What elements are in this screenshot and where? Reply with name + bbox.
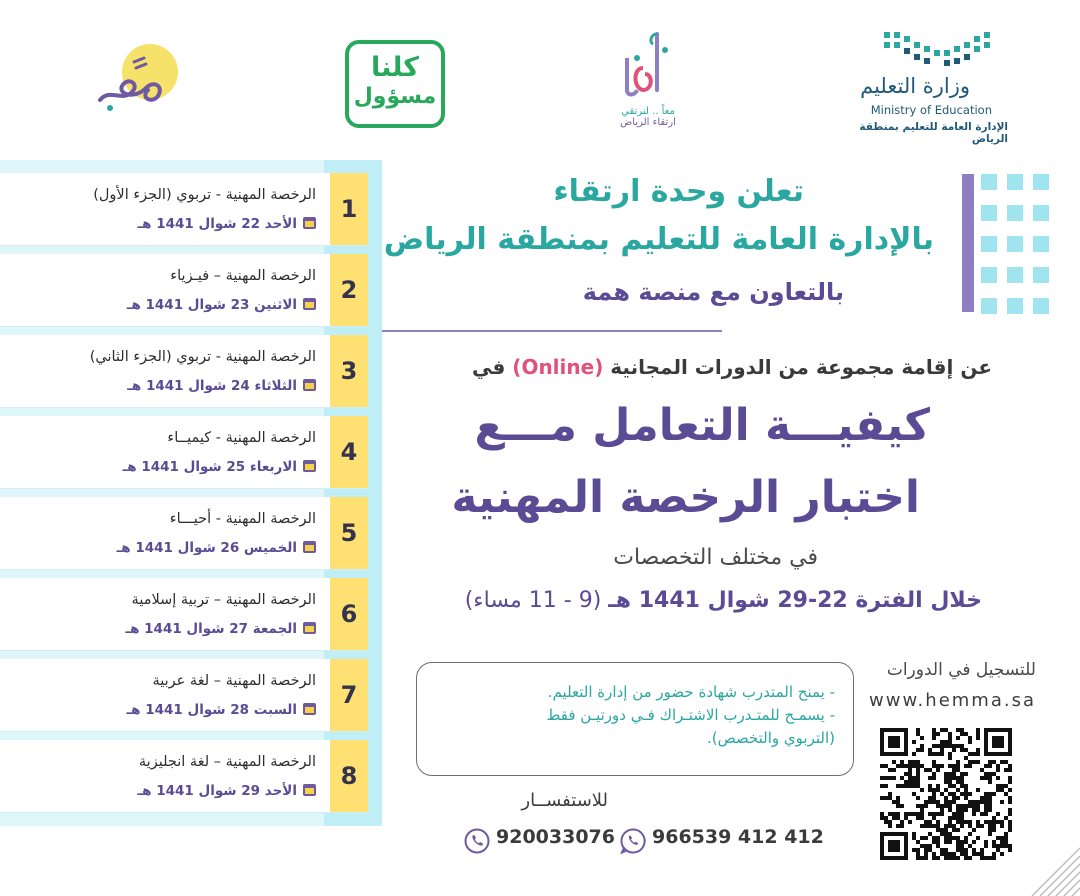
main-title-line1: كيفيـــة التعامل مـــع [474,400,930,451]
decorative-square [1007,205,1023,221]
whatsapp-icon [620,828,646,854]
note-2: - يسمـح للمتـدرب الاشتـراك فـي دورتيـن فقط [546,706,835,724]
course-title: الرخصة المهنية – تربية إسلامية [131,592,316,608]
course-title: الرخصة المهنية – فيـزياء [170,268,316,284]
calendar-icon [303,784,316,796]
course-number: 8 [330,740,368,812]
calendar-icon [303,460,316,472]
decorative-square [981,267,997,283]
decorative-square [1033,298,1049,314]
qr-code[interactable] [880,728,1012,860]
course-number: 3 [330,335,368,407]
decorative-square [981,205,997,221]
moe-region: الإدارة العامة للتعليم بمنطقة الرياض [859,121,1008,145]
phone-icon [464,828,490,854]
course-number: 1 [330,173,368,245]
hemma-logo [88,42,183,122]
main-title-line2: اختبار الرخصة المهنية [451,472,920,523]
course-item [0,254,368,326]
accent-bar [962,174,974,312]
specialties-text: في مختلف التخصصات [613,545,818,570]
course-number: 6 [330,578,368,650]
course-date: الاربعاء 25 شوال 1441 هـ [122,459,297,475]
note-1: - يمنح المتدرب شهادة حضور من إدارة التعليم. [547,683,835,701]
kulluna-masool-logo [345,40,445,128]
course-title: الرخصة المهنية - تربوي (الجزء الأول) [93,187,316,203]
moe-name-ar: وزارة التعليم [860,74,970,98]
moe-name-en: Ministry of Education [870,103,992,117]
irtiqa-logo [598,28,698,140]
intro-text [472,355,992,379]
course-date: الجمعة 27 شوال 1441 هـ [125,621,297,637]
course-title: الرخصة المهنية – لغة انجليزية [138,754,316,770]
course-item [0,173,368,245]
course-item [0,416,368,488]
course-date: الثلاثاء 24 شوال 1441 هـ [127,378,297,394]
decorative-square [1007,267,1023,283]
course-date-row [117,540,316,556]
course-item [0,659,368,731]
decorative-square-grid [981,174,1061,314]
phone-number-2[interactable]: 966539 412 412 [652,826,824,848]
kulluna-line2: مسؤول [353,84,437,109]
contact-label: للاستفســار [521,790,608,811]
course-item [0,740,368,812]
course-date-row [138,783,316,799]
decorative-square [1033,267,1049,283]
registration-url[interactable]: www.hemma.sa [869,690,1036,711]
decorative-square [981,236,997,252]
course-number: 4 [330,416,368,488]
decorative-square [981,298,997,314]
course-item [0,335,368,407]
kulluna-line1: كلنا [371,52,419,83]
decorative-square [1033,205,1049,221]
calendar-icon [303,217,316,229]
phone-number-1[interactable]: 920033076 [496,826,615,848]
irtiqa-sub: ارتقاء الرياض [620,117,676,128]
irtiqa-emblem [613,28,683,106]
course-date: الأحد 29 شوال 1441 هـ [137,783,297,799]
course-date-row [127,378,316,394]
moe-logo [820,22,1030,145]
notes-box [416,662,854,776]
course-date-row [127,297,316,313]
course-date: الاثنين 23 شوال 1441 هـ [126,297,297,313]
decorative-square [1007,298,1023,314]
calendar-icon [303,298,316,310]
decorative-square [1033,174,1049,190]
course-title: الرخصة المهنية - أحيـــاء [169,511,316,527]
course-date: السبت 28 شوال 1441 هـ [126,702,297,718]
calendar-icon [303,622,316,634]
decorative-square [981,174,997,190]
course-title: الرخصة المهنية - كيميــاء [167,430,316,446]
announcement-line3: بالتعاون مع منصة همة [582,278,844,306]
section-divider [382,330,722,332]
announcement-line1: تعلن وحدة ارتقاء [553,174,804,209]
course-date-row [138,216,316,232]
course-date: الأحد 22 شوال 1441 هـ [137,216,297,232]
moe-dots-emblem [880,28,1000,68]
course-number: 7 [330,659,368,731]
course-number: 2 [330,254,368,326]
calendar-icon [303,379,316,391]
note-3: (التربوي والتخصص). [706,729,835,747]
period-dates: خلال الفترة 22-29 شوال 1441 هـ [608,588,982,613]
decorative-square [1007,236,1023,252]
course-item [0,497,368,569]
announcement-line2: بالإدارة العامة للتعليم بمنطقة الرياض [383,222,934,257]
registration-label: للتسجيل في الدورات [886,660,1036,680]
intro-before: عن إقامة مجموعة من الدورات المجانية [603,355,992,379]
calendar-icon [303,541,316,553]
course-number: 5 [330,497,368,569]
course-date-row [123,459,316,475]
decorative-hatch [1030,836,1080,896]
calendar-icon [303,703,316,715]
decorative-square [1007,174,1023,190]
decorative-square [1033,236,1049,252]
irtiqa-tagline: معاً .. لنرتقي [621,106,675,117]
online-label: (Online) [512,355,604,379]
course-date-row [125,621,316,637]
course-date: الخميس 26 شوال 1441 هـ [116,540,297,556]
course-title: الرخصة المهنية – لغة عربية [152,673,316,689]
period-text [465,588,982,613]
course-date-row [127,702,316,718]
period-time: (9 - 11 مساء) [464,588,609,613]
course-title: الرخصة المهنية - تربوي (الجزء الثاني) [89,349,316,365]
intro-after: في [472,355,513,379]
course-item [0,578,368,650]
